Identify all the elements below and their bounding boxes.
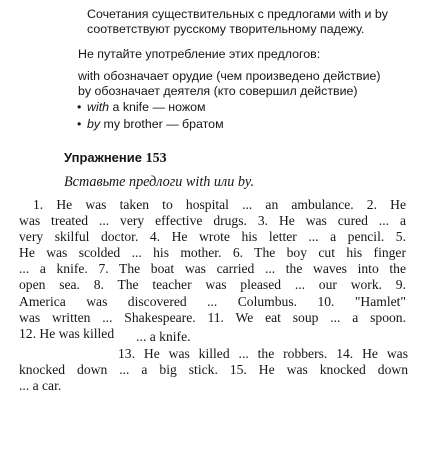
- example-by: [77, 117, 224, 132]
- example-translation: a knife — ножом: [109, 100, 206, 114]
- paragraph-line: open sea. 8. The teacher was pleased ... our work. 9.: [19, 277, 406, 293]
- exercise-heading-label: Упражнение: [64, 150, 142, 165]
- paragraph-line: [19, 326, 406, 342]
- tail-line: ... a car.: [19, 378, 62, 394]
- paragraph-line: very skilful doctor. 4. He wrote his letter ... a pencil. 5.: [19, 229, 406, 245]
- warning-text: Не путайте употребление этих предлогов:: [78, 47, 321, 61]
- exercise-tail: [19, 346, 408, 394]
- paragraph-line: 1. He was taken to hospital ... an ambulance. 2. He: [33, 197, 406, 212]
- bullet: •: [77, 117, 82, 131]
- paragraph-line: He was scolded ... his mother. 6. The boy cut his finger: [19, 245, 406, 261]
- paragraph-line: ... a knife. 7. The boat was carried ... the waves into the: [19, 261, 406, 277]
- example-preposition: by: [87, 117, 101, 131]
- bullet: •: [77, 100, 82, 114]
- tail-line: 13. He was killed ... the robbers. 14. He was: [118, 346, 408, 361]
- intro-line: Сочетания существительных с предлогами with и by: [87, 7, 388, 21]
- intro-note: [87, 7, 388, 36]
- tail-line: knocked down ... a big stick. 15. He was knocked down: [19, 362, 408, 378]
- paragraph-line: was written ... Shakespeare. 11. We eat soup ... a spoon.: [19, 309, 406, 325]
- exercise-number: 153: [145, 151, 167, 166]
- exercise-instruction: Вставьте предлоги with или by.: [64, 174, 254, 190]
- sentence-12-start: 12. He was killed: [19, 325, 115, 341]
- exercise-heading: [64, 150, 167, 167]
- example-preposition: with: [87, 100, 110, 114]
- sentence-12-end: ... a knife.: [136, 328, 191, 344]
- exercise-paragraph: [19, 197, 406, 342]
- paragraph-line: America was discovered ... Columbus. 10. "Hamlet": [19, 293, 406, 309]
- intro-line: соответствуют русскому творительному падежу.: [87, 21, 365, 36]
- paragraph-line: was treated ... very effective drugs. 3. He was cured ... a: [19, 213, 406, 229]
- example-with: [77, 100, 206, 115]
- example-translation: my brother — братом: [100, 117, 224, 131]
- rule-with: with обозначает орудие (чем произведено действие): [78, 69, 381, 83]
- rule-by: by обозначает деятеля (кто совершил действие): [78, 84, 358, 98]
